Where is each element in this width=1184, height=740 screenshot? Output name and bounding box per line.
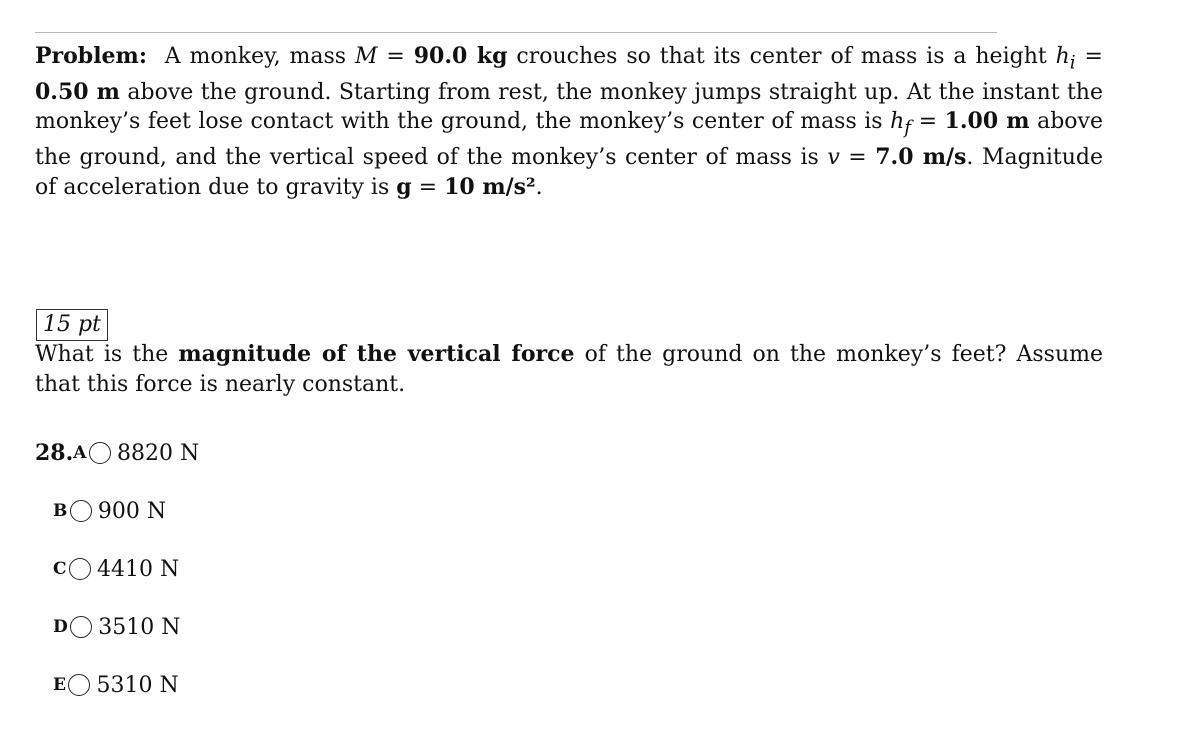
problem-text: . xyxy=(535,174,543,200)
choice-letter: C xyxy=(53,559,68,579)
equals-sign: = xyxy=(377,44,414,69)
choice-a[interactable] xyxy=(35,438,199,468)
choice-letter: A xyxy=(73,443,87,463)
choice-letter: D xyxy=(53,617,69,637)
choice-d[interactable] xyxy=(53,612,180,642)
gravity-symbol: g xyxy=(396,173,412,200)
choice-b[interactable] xyxy=(53,496,166,526)
gravity-value: 10 m/s² xyxy=(444,173,536,200)
choice-e[interactable] xyxy=(53,670,179,700)
equals-sign: = xyxy=(839,145,876,171)
question-number: 28. xyxy=(35,440,74,466)
final-height-value: 1.00 m xyxy=(944,108,1030,135)
problem-text: . Magnitude of acceleration due to gravity is xyxy=(35,145,1103,200)
choice-text: 4410 N xyxy=(97,556,180,582)
initial-height-value: 0.50 m xyxy=(35,78,120,105)
radio-button-d[interactable] xyxy=(70,616,92,638)
problem-text: above the ground. Starting from rest, the monkey jumps straight up. At the instant the monkey’s feet lose contact with the ground, the monkey’s center of mass is xyxy=(35,79,1103,135)
problem-label: Problem: xyxy=(35,43,147,69)
equals-sign: = xyxy=(411,174,445,200)
equals-sign: = xyxy=(1075,44,1103,69)
choice-text: 3510 N xyxy=(98,614,181,640)
mass-symbol: M xyxy=(354,44,378,69)
choice-c[interactable] xyxy=(53,554,179,584)
radio-button-a[interactable] xyxy=(89,442,111,464)
choice-letter: B xyxy=(53,501,68,521)
problem-text: crouches so that its center of mass is a height xyxy=(507,44,1056,69)
radio-button-c[interactable] xyxy=(69,558,91,580)
initial-height-symbol: $h_i$ xyxy=(1055,44,1076,74)
choice-text: 900 N xyxy=(97,498,167,524)
speed-value: 7.0 m/s xyxy=(875,144,967,171)
mass-value: 90.0 kg xyxy=(413,43,508,69)
top-divider xyxy=(35,32,997,33)
points-badge: 15 pt xyxy=(36,309,108,341)
speed-symbol: v xyxy=(827,145,840,171)
problem-statement xyxy=(35,42,1103,202)
final-height-symbol: $h_f$ xyxy=(890,109,912,139)
choice-text: 5310 N xyxy=(96,672,179,698)
radio-button-e[interactable] xyxy=(68,674,90,696)
problem-text: A monkey, mass xyxy=(164,44,347,69)
radio-button-b[interactable] xyxy=(70,500,92,522)
problem-text: above the ground, and the vertical speed of the monkey’s center of mass is xyxy=(35,109,1103,171)
choice-text: 8820 N xyxy=(116,440,200,466)
equals-sign: = xyxy=(911,109,945,135)
question-emphasis: magnitude of the vertical force xyxy=(178,341,575,367)
question-text: What is the magnitude of the vertical force of the ground on the monkey’s feet? Assume that this force is nearly constant. xyxy=(35,341,1103,397)
choice-letter: E xyxy=(53,675,67,695)
